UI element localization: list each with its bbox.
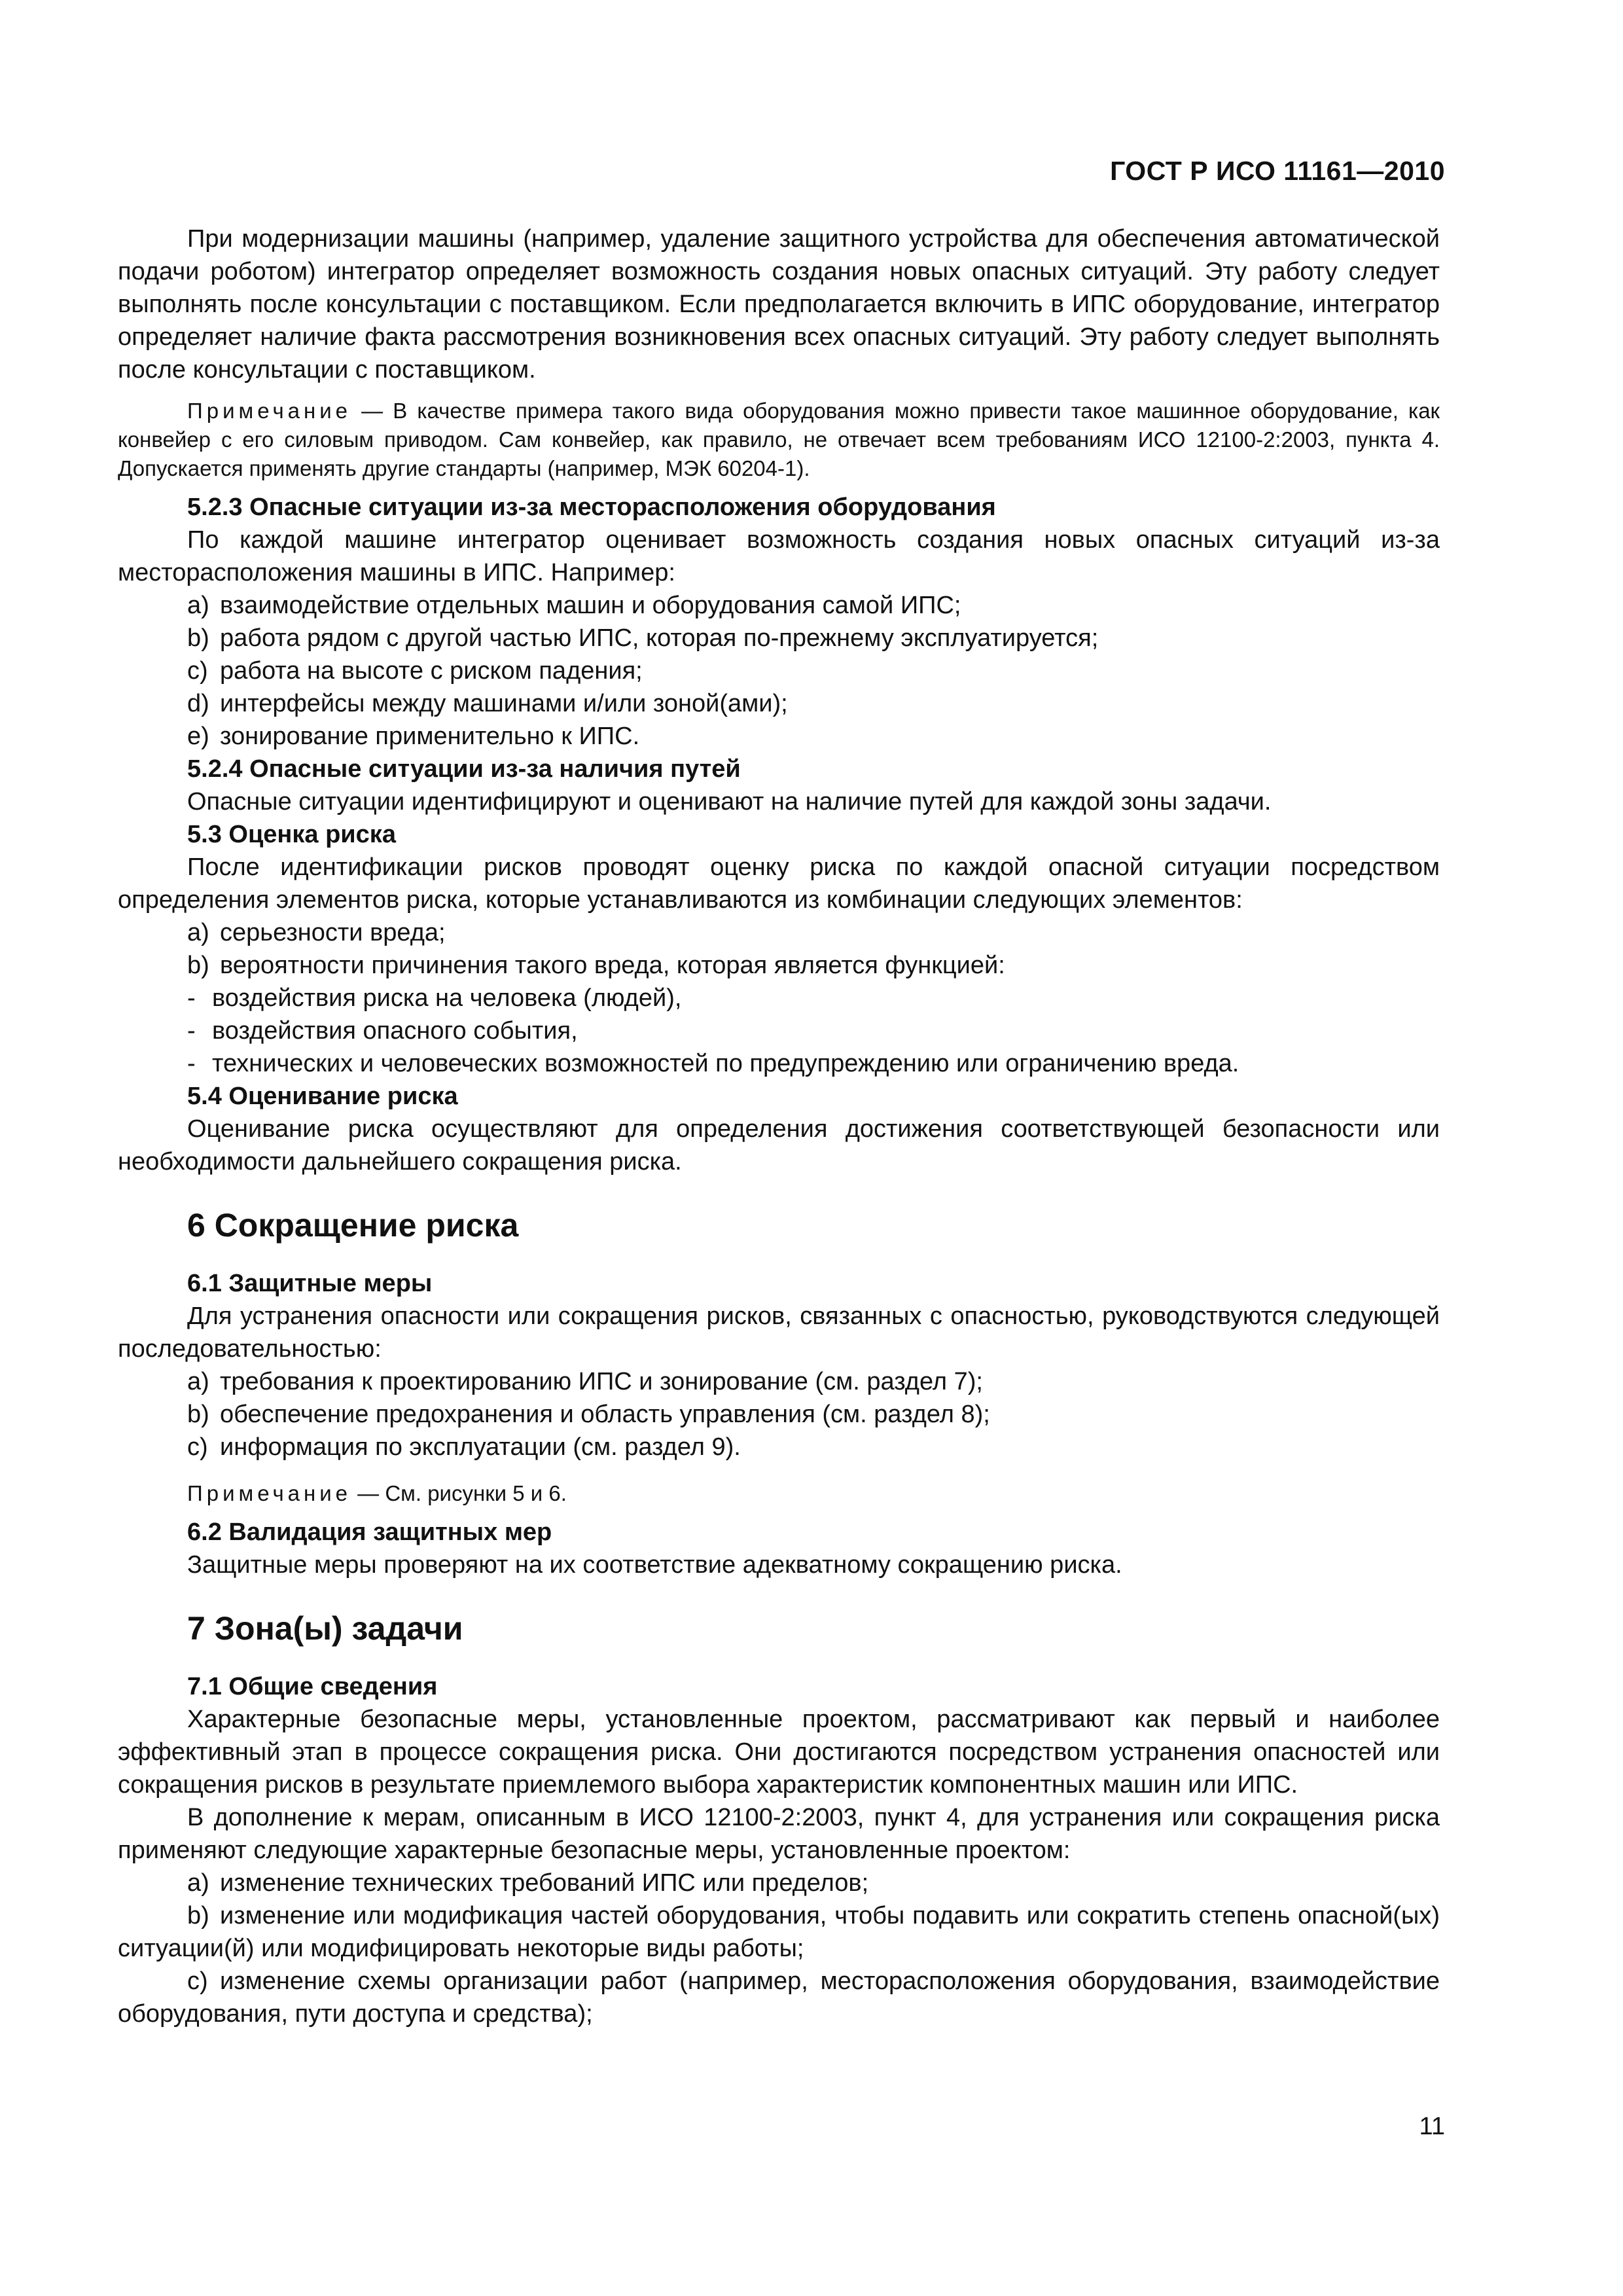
list-item-text: изменение или модификация частей оборудования, чтобы подавить или сократить степень опасной(ых) ситуации(й) или модифицировать некоторые виды работы; (118, 1902, 1440, 1962)
list-item (118, 1899, 1440, 1965)
note-label: Примечание (187, 1481, 352, 1505)
list-marker: - (187, 1050, 196, 1077)
list-item-text: зонирование применительно к ИПС. (220, 723, 640, 750)
heading-section-6: 6 Сокращение риска (187, 1207, 519, 1244)
list-marker: b) (187, 952, 209, 979)
list-item (118, 1014, 1440, 1047)
list-item (118, 1398, 1440, 1431)
list-item (118, 622, 1440, 655)
list-marker: b) (187, 1401, 209, 1428)
note-label: Примечание (187, 399, 352, 423)
heading-6-1: 6.1 Защитные меры (187, 1270, 433, 1297)
intro-paragraph: При модернизации машины (например, удаление защитного устройства для обеспечения автоматической подачи роботом) интегратор определяет возможность создания новых опасных ситуаций. Эту работу следует выполнять после консультации с поставщиком. Если предполагается включить в ИПС оборудование, интегратор определяет наличие факта рассмотрения возникновения всех опасных ситуаций. Эту работу следует выполнять после консультации с поставщиком. (118, 225, 1440, 384)
list-item (118, 1047, 1440, 1080)
note-text: — См. рисунки 5 и 6. (351, 1481, 567, 1505)
list-item-text: изменение технических требований ИПС или пределов; (220, 1869, 869, 1897)
list-item (118, 1965, 1440, 2030)
list-marker: a) (187, 919, 209, 946)
list-item-text: серьезности вреда; (220, 919, 446, 946)
list-marker: e) (187, 723, 209, 750)
list-marker: d) (187, 690, 209, 717)
list-marker: a) (187, 592, 209, 619)
list-item (118, 1365, 1440, 1398)
list-item-text: требования к проектированию ИПС и зонирование (см. раздел 7); (220, 1368, 983, 1395)
list-marker: b) (187, 1902, 209, 1929)
note-6-1 (118, 1479, 1440, 1508)
paragraph-5-3: После идентификации рисков проводят оценку риска по каждой опасной ситуации посредством определения элементов риска, которые устанавливаются из комбинации следующих элементов: (118, 853, 1440, 914)
list-item-text: воздействия опасного события, (212, 1017, 578, 1045)
list-item-text: информация по эксплуатации (см. раздел 9). (220, 1433, 741, 1461)
list-marker: a) (187, 1368, 209, 1395)
page-content (118, 223, 1440, 2030)
list-item-text: взаимодействие отдельных машин и оборудования самой ИПС; (220, 592, 961, 619)
list-item-text: технических и человеческих возможностей по предупреждению или ограничению вреда. (212, 1050, 1240, 1077)
page-number: 11 (1419, 2113, 1445, 2140)
list-item (118, 655, 1440, 687)
list-item (118, 949, 1440, 982)
list-item-text: работа рядом с другой частью ИПС, которая по-прежнему эксплуатируется; (220, 624, 1099, 652)
list-item (118, 589, 1440, 622)
paragraph-7-1-b: В дополнение к мерам, описанным в ИСО 12100-2:2003, пункт 4, для устранения или сокращения риска применяют следующие характерные безопасные меры, установленные проектом: (118, 1804, 1440, 1864)
heading-section-7: 7 Зона(ы) задачи (187, 1610, 463, 1647)
heading-7-1: 7.1 Общие сведения (187, 1673, 438, 1700)
note-text: — В качестве примера такого вида оборудования можно привести такое машинное оборудование, как конвейер с его силовым приводом. Сам конвейер, как правило, не отвечает всем требованиям ИСО 12100-2:2003, пункта 4. Допускается применять другие стандарты (например, МЭК 60204-1). (118, 399, 1440, 480)
heading-5-2-4: 5.2.4 Опасные ситуации из-за наличия путей (187, 755, 741, 783)
list-item-text: работа на высоте с риском падения; (220, 657, 643, 685)
list-item (118, 1867, 1440, 1899)
list-marker: - (187, 984, 196, 1012)
list-marker: c) (187, 1433, 208, 1461)
list-item (118, 720, 1440, 753)
list-item (118, 687, 1440, 720)
list-item-text: интерфейсы между машинами и/или зоной(ами); (220, 690, 788, 717)
heading-5-3: 5.3 Оценка риска (187, 821, 396, 848)
paragraph-6-2: Защитные меры проверяют на их соответствие адекватному сокращению риска. (187, 1551, 1122, 1579)
list-marker: - (187, 1017, 196, 1045)
list-marker: c) (187, 657, 208, 685)
list-item (118, 1431, 1440, 1463)
heading-5-2-3: 5.2.3 Опасные ситуации из-за месторасположения оборудования (187, 493, 996, 521)
list-item-text: обеспечение предохранения и область управления (см. раздел 8); (220, 1401, 990, 1428)
intro-note (118, 397, 1440, 483)
list-item-text: изменение схемы организации работ (например, месторасположения оборудования, взаимодействие оборудования, пути доступа и средства); (118, 1967, 1440, 2028)
paragraph-5-2-3: По каждой машине интегратор оценивает возможность создания новых опасных ситуаций из-за месторасположения машины в ИПС. Например: (118, 526, 1440, 586)
list-item-text: вероятности причинения такого вреда, которая является функцией: (220, 952, 1005, 979)
paragraph-5-4: Оценивание риска осуществляют для определения достижения соответствующей безопасности или необходимости дальнейшего сокращения риска. (118, 1115, 1440, 1175)
document-header: ГОСТ Р ИСО 11161—2010 (1110, 156, 1445, 186)
list-marker: c) (187, 1967, 208, 1995)
heading-6-2: 6.2 Валидация защитных мер (187, 1518, 552, 1546)
list-item (118, 982, 1440, 1014)
list-marker: b) (187, 624, 209, 652)
paragraph-5-2-4: Опасные ситуации идентифицируют и оценивают на наличие путей для каждой зоны задачи. (187, 788, 1272, 816)
paragraph-7-1-a: Характерные безопасные меры, установленные проектом, рассматривают как первый и наиболее эффективный этап в процессе сокращения риска. Они достигаются посредством устранения опасностей или сокращения рисков в результате приемлемого выбора характеристик компонентных машин или ИПС. (118, 1706, 1440, 1799)
list-marker: a) (187, 1869, 209, 1897)
paragraph-6-1: Для устранения опасности или сокращения рисков, связанных с опасностью, руководствуются следующей последовательностью: (118, 1302, 1440, 1363)
list-item (118, 916, 1440, 949)
list-item-text: воздействия риска на человека (людей), (212, 984, 682, 1012)
heading-5-4: 5.4 Оценивание риска (187, 1083, 458, 1110)
